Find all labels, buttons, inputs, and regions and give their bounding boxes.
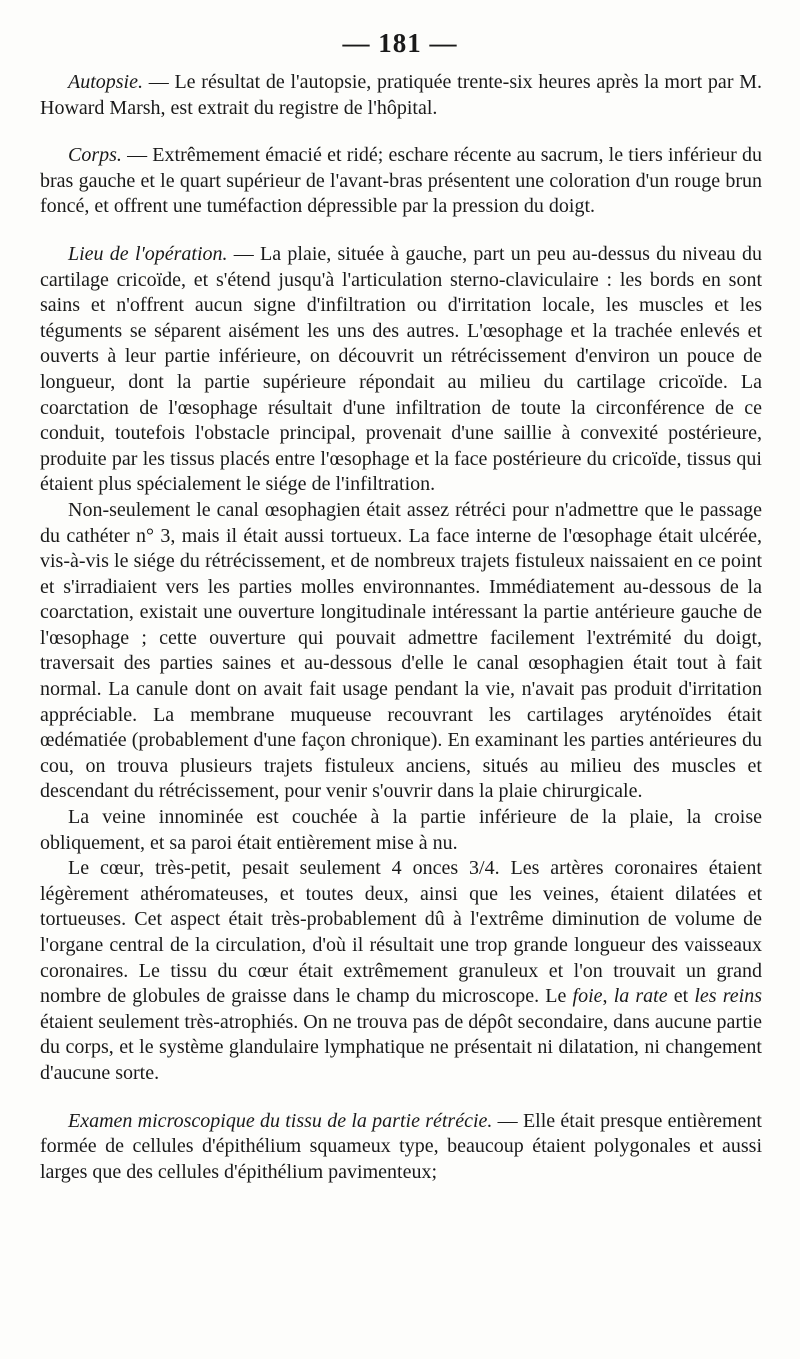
sep-1: , — [602, 985, 614, 1008]
paragraph-corps — [40, 143, 762, 220]
paragraph-non-seulement: Non-seulement le canal œsophagien était assez rétréci pour n'admettre que le passage du cathéter n° 3, mais il était aussi tortueux. La face interne de l'œsophage était ulcérée, vis-à-vis le siége du rétrécissement, et de nombreux trajets fistuleux naissaient en ce point et s'irradiaient vers les parties molles environnantes. Immédiatement au-dessous de la coarctation, existait une ouverture longitudinale intéressant la partie antérieure gauche de l'œsophage ; cette ouverture qui pouvait admettre facilement l'extrémité du doigt, traversait des parties saines et au-dessous d'elle le canal œsophagien était tout à fait normal. La canule dont on avait fait usage pendant la vie, n'avait pas produit d'irritation appréciable. La membrane muqueuse recouvrant les cartilages aryténoïdes était œdématiée (probablement d'une façon chronique). En examinant les parties antérieures du cou, on trouva plusieurs trajets fistuleux anciens, situés au milieu des muscles et descendant du rétrécissement, pour venir s'ouvrir dans la plaie chirurgicale. — [40, 498, 762, 803]
paragraph-lieu — [40, 242, 762, 498]
text-coeur-2: étaient seulement très-atrophiés. On ne trouva pas de dépôt secondaire, dans aucune partie du corps, et le système glandulaire lymphatique ne présentait ni dilatation, ni changement d'aucune sorte. — [40, 1010, 762, 1084]
text-examen: — Elle était presque entièrement formée de cellules d'épithélium squameux type, beaucoup étaient polygonales et aussi larges que des cellules d'épithélium pavimenteux; — [40, 1109, 762, 1183]
text-corps: — Extrêmement émacié et ridé; eschare récente au sacrum, le tiers inférieur du bras gauche et le quart supérieur de l'avant-bras présentent une coloration d'un rouge brun foncé, et offrent une tuméfaction dépressible par la pression du doigt. — [40, 144, 762, 218]
paragraph-examen — [40, 1109, 762, 1186]
text-lieu: — La plaie, située à gauche, part un peu au-dessus du niveau du cartilage cricoïde, et s'étend jusqu'à l'articulation sterno-claviculaire : les bords en sont sains et n'offrent aucun signe d'infiltration ou d'irritation locale, les muscles et les téguments se séparent aisément les uns des autres. L'œsophage et la trachée enlevés et ouverts à leur partie inférieure, on découvrit un rétrécissement d'environ un pouce de longueur, dont la partie supérieure répondait au milieu du cartilage cricoïde. La coarctation de l'œsophage résultait d'une infiltration de toute la circonférence de ce conduit, toutefois l'obstacle principal, provenait d'une saillie à convexité postérieure, produite par les tissus placés entre l'œsophage et la face postérieure du cricoïde, tissus qui étaient plus spécialement le siége de l'infiltration. — [40, 242, 762, 496]
page-number: — 181 — — [342, 28, 458, 58]
sep-2: et — [667, 985, 695, 1008]
lead-autopsie: Autopsie. — [68, 71, 143, 93]
body-text — [40, 70, 762, 1185]
text-autopsie: — Le résultat de l'autopsie, pratiquée trente-six heures après la mort par M. Howard Marsh, est extrait du registre de l'hôpital. — [40, 71, 762, 119]
paragraph-autopsie — [40, 70, 762, 121]
term-reins: les reins — [694, 985, 763, 1008]
text-coeur-1: Le cœur, très-petit, pesait seulement 4 onces 3/4. Les artères coronaires étaient légèrement athéromateuses, et toutes deux, ainsi que les veines, étaient dilatées et tortueuses. Cet aspect était très-probablement dû à l'extrême diminution de volume de l'organe central de la circulation, d'où il résultait une trop grande longueur des vaisseaux coronaires. Le tissu du cœur était extrêmement granuleux et l'on trouvait un grand nombre de globules de graisse dans le champ du microscope. Le — [40, 857, 762, 1008]
paragraph-veine: La veine innominée est couchée à la partie inférieure de la plaie, la croise obliquement, et sa paroi était entièrement mise à nu. — [40, 806, 762, 854]
lead-examen: Examen microscopique du tissu de la partie rétrécie. — [68, 1109, 493, 1132]
lead-corps: Corps. — [68, 144, 122, 167]
term-foie: foie — [572, 985, 603, 1008]
term-rate: la rate — [613, 985, 668, 1008]
lead-lieu: Lieu de l'opération. — [68, 242, 228, 265]
paragraph-coeur — [40, 856, 762, 1086]
